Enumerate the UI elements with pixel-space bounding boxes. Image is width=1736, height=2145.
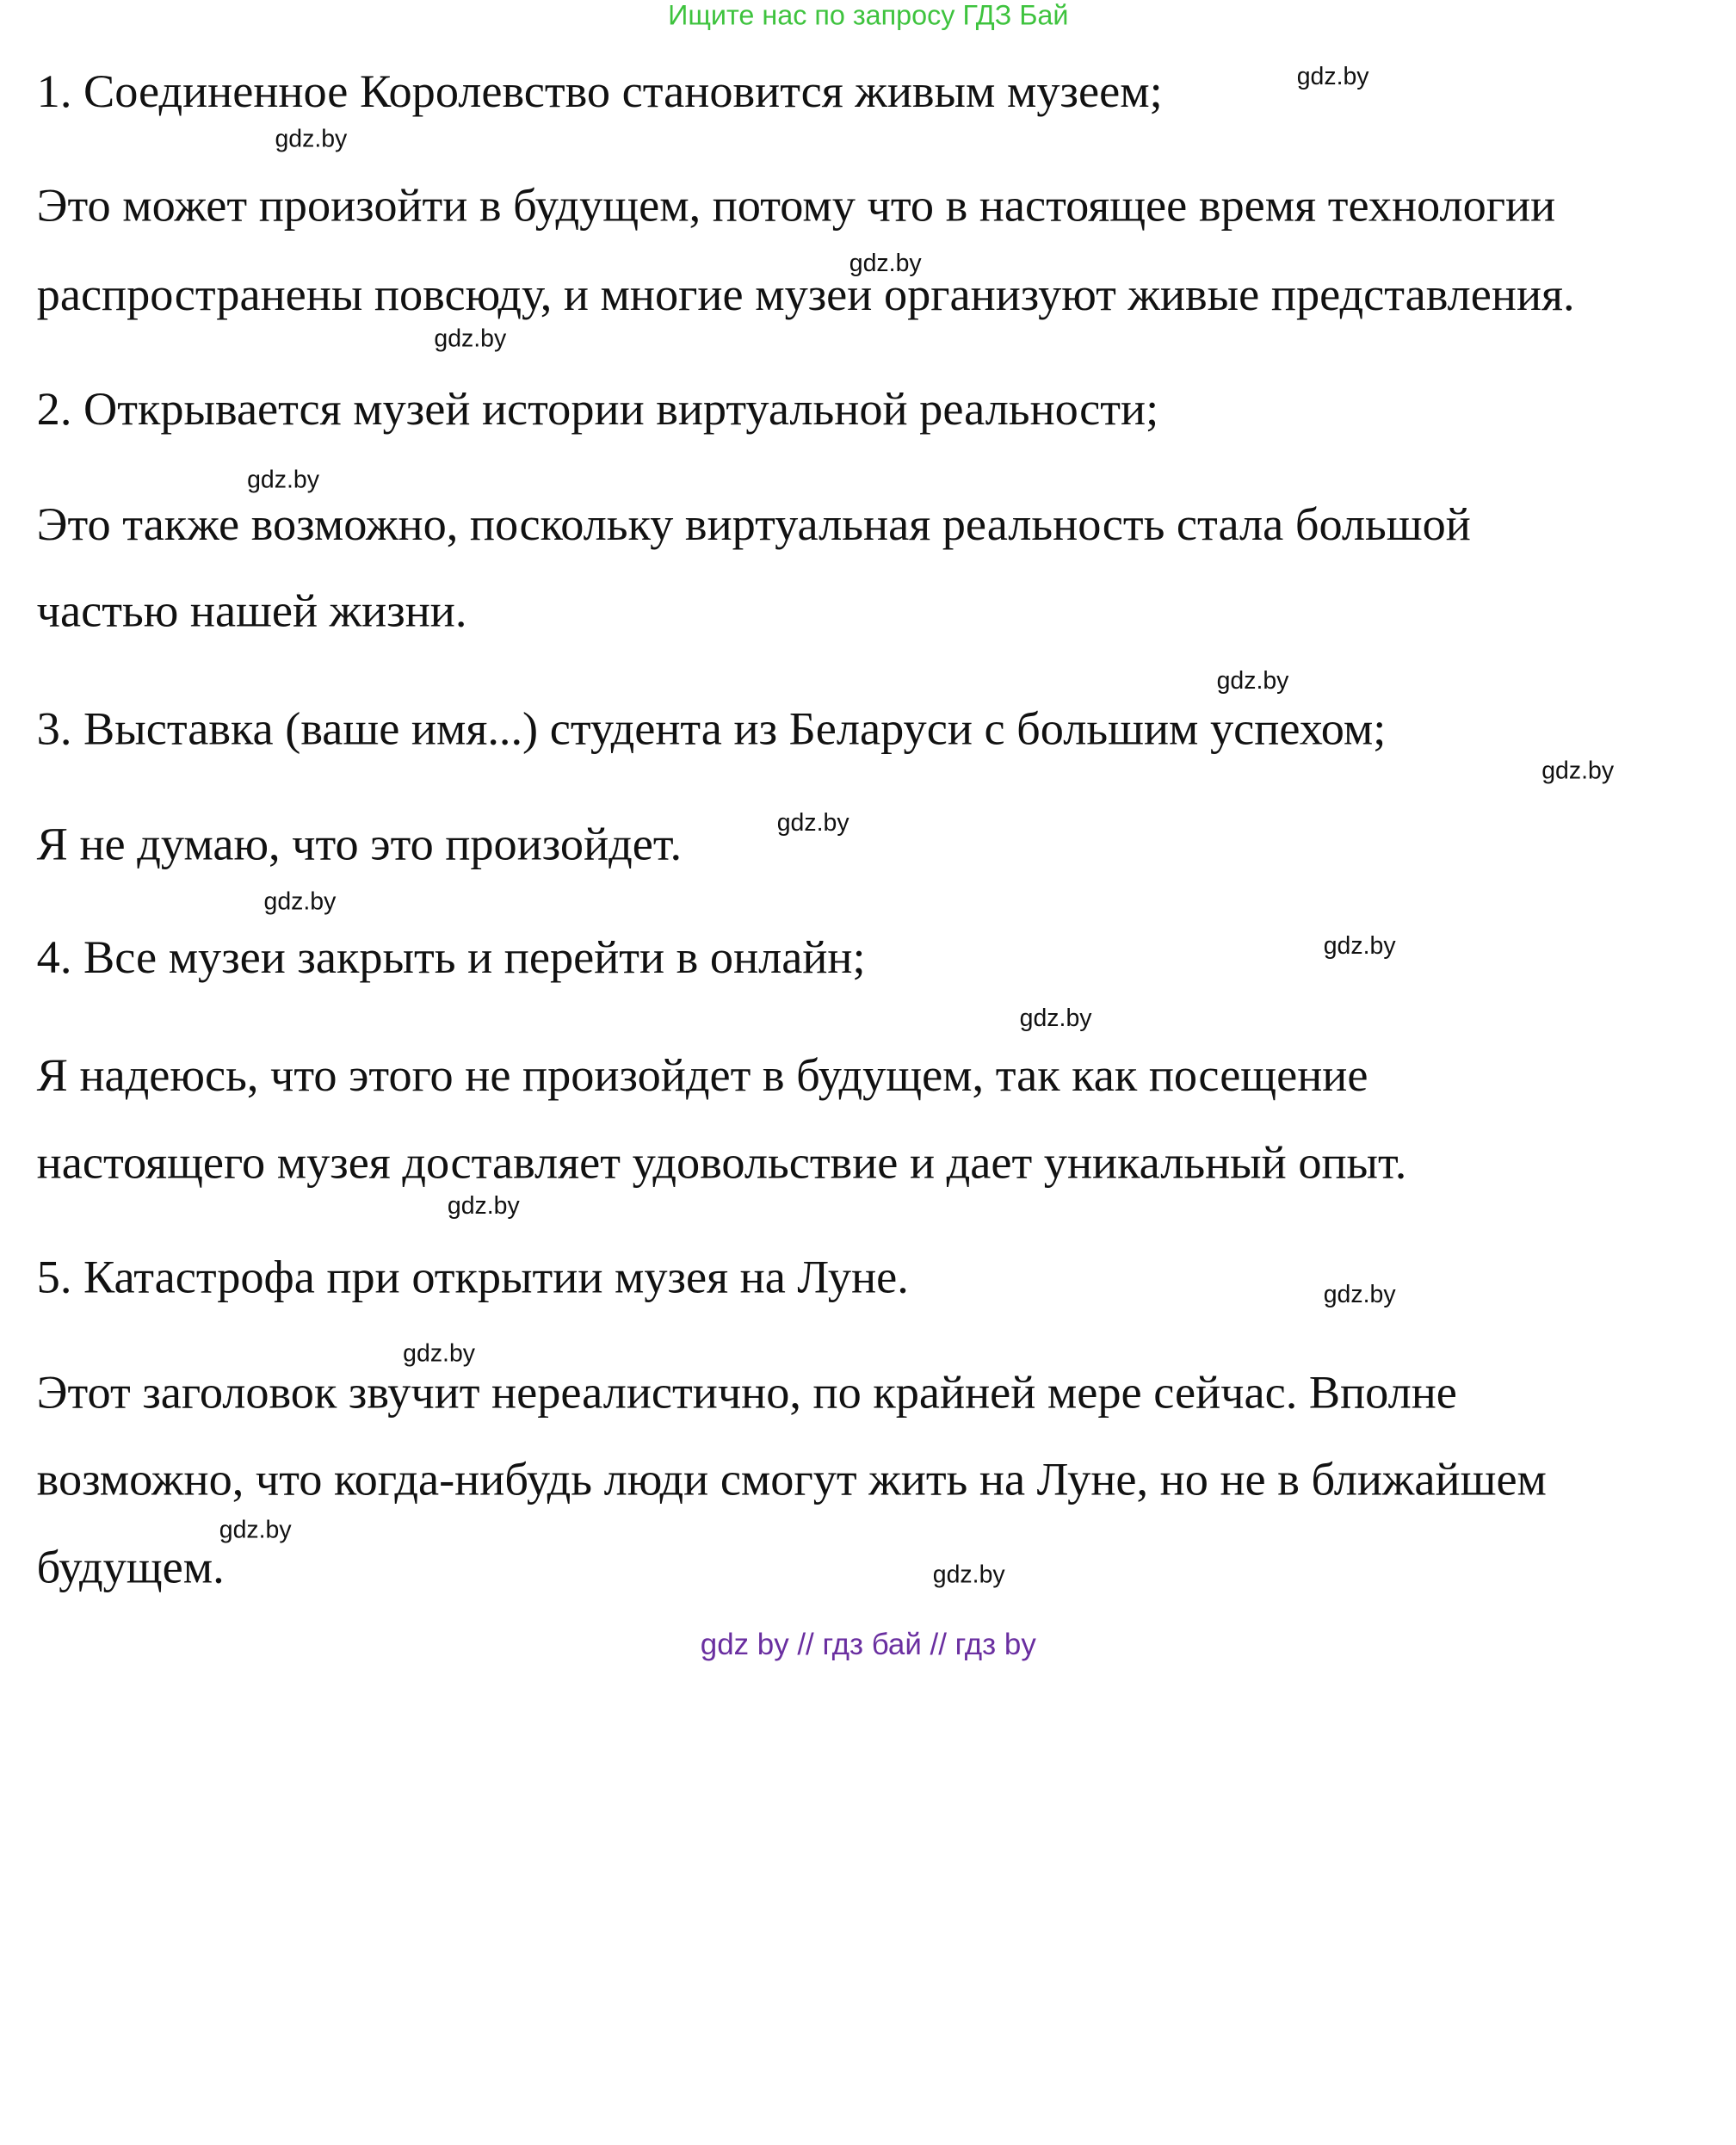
- item-3-heading: 3. Выставка (ваше имя...) студента из Беларуси с большим успехом;: [36, 703, 1387, 756]
- watermark: gdz.by: [932, 1560, 1005, 1588]
- item-2-answer-line-1: Это также возможно, поскольку виртуальная реальность стала большой: [36, 499, 1471, 551]
- item-3-answer-line-1: Я не думаю, что это произойдет.: [36, 819, 683, 871]
- watermark: gdz.by: [275, 124, 348, 152]
- watermark: gdz.by: [434, 324, 507, 352]
- watermark: gdz.by: [1323, 931, 1396, 960]
- search-hint-header: Ищите нас по запросу ГДЗ Бай: [668, 0, 1069, 32]
- watermark: gdz.by: [776, 808, 849, 837]
- item-4-answer-line-2: настоящего музея доставляет удовольствие и дает уникальный опыт.: [36, 1138, 1407, 1190]
- watermark: gdz.by: [1216, 666, 1289, 695]
- item-5-answer-line-3: будущем.: [36, 1542, 225, 1594]
- watermark: gdz.by: [447, 1191, 520, 1220]
- item-1-answer-line-2: распространены повсюду, и многие музеи организуют живые представления.: [36, 269, 1575, 321]
- item-5-heading: 5. Катастрофа при открытии музея на Луне.: [36, 1252, 909, 1304]
- item-1-heading: 1. Соединенное Королевство становится живым музеем;: [36, 66, 1163, 118]
- watermark: gdz.by: [1323, 1280, 1396, 1308]
- item-4-heading: 4. Все музеи закрыть и перейти в онлайн;: [36, 932, 866, 984]
- item-2-answer-line-2: частью нашей жизни.: [36, 586, 467, 638]
- watermark: gdz.by: [403, 1338, 476, 1367]
- item-4-answer-line-1: Я надеюсь, что этого не произойдет в будущем, так как посещение: [36, 1050, 1368, 1102]
- watermark: gdz.by: [219, 1515, 292, 1544]
- watermark: gdz.by: [1296, 62, 1369, 90]
- item-2-heading: 2. Открывается музей истории виртуальной реальности;: [36, 384, 1159, 436]
- watermark: gdz.by: [263, 887, 337, 915]
- watermark: gdz.by: [247, 465, 319, 493]
- item-5-answer-line-1: Этот заголовок звучит нереалистично, по крайней мере сейчас. Вполне: [36, 1368, 1457, 1419]
- footer-links: gdz by // гдз бай // гдз by: [700, 1628, 1036, 1661]
- watermark: gdz.by: [1019, 1004, 1092, 1032]
- item-1-answer-line-1: Это может произойти в будущем, потому что в настоящее время технологии: [36, 181, 1556, 232]
- watermark: gdz.by: [849, 248, 922, 277]
- item-5-answer-line-2: возможно, что когда-нибудь люди смогут жить на Луне, но не в ближайшем: [36, 1454, 1547, 1506]
- watermark: gdz.by: [1541, 756, 1615, 784]
